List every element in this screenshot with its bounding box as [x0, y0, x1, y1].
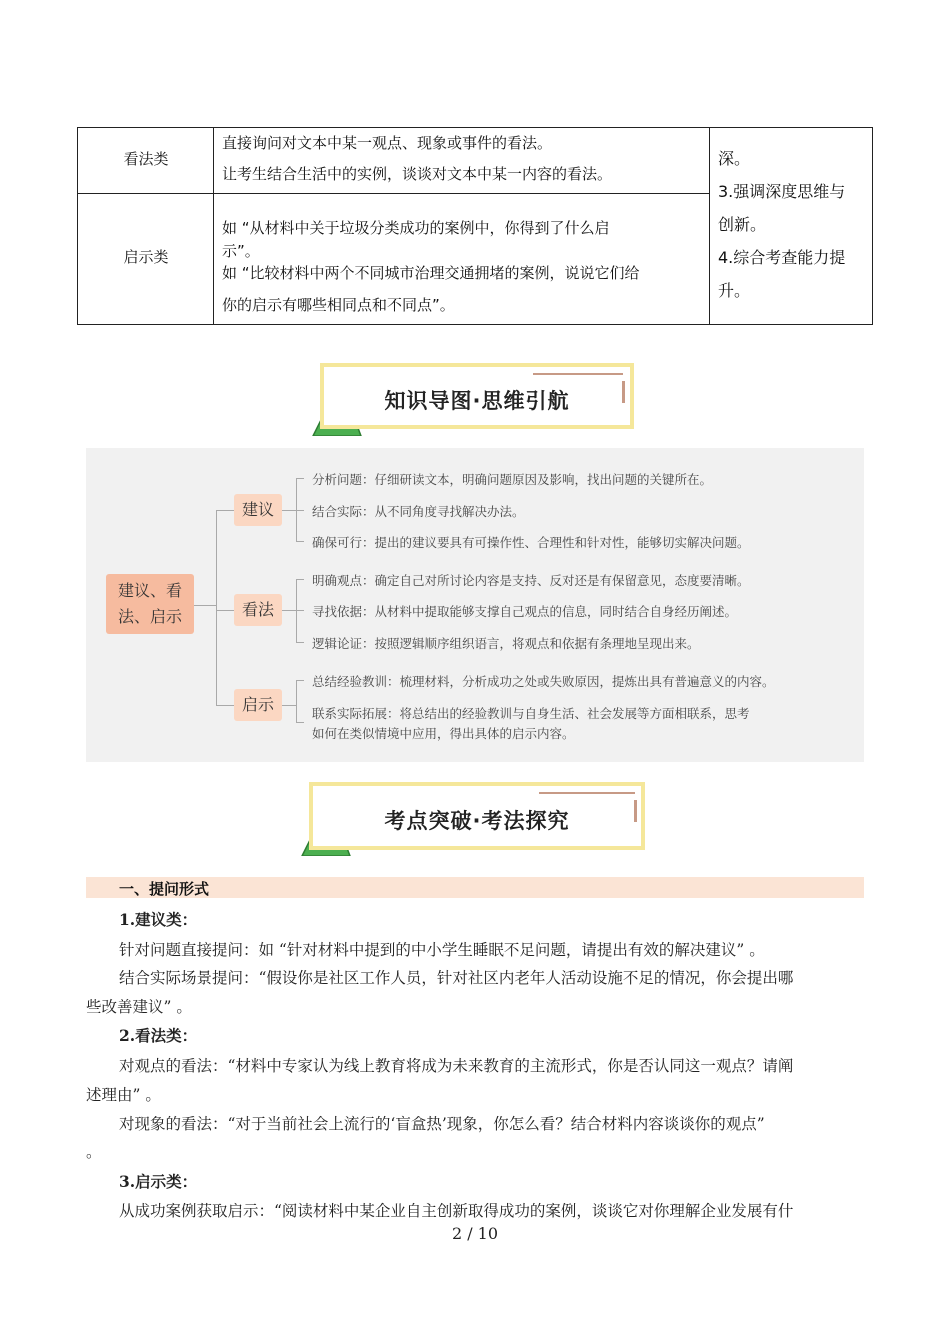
table-right-line: 深。	[718, 149, 751, 168]
mindmap-root: 建议、看 法、启示	[106, 574, 194, 634]
paragraph-line: 对观点的看法：“材料中专家认为线上教育将成为未来教育的主流形式，你是否认同这一观点？请阐	[119, 1057, 794, 1075]
mindmap-leaf: 总结经验教训：梳理材料，分析成功之处或失败原因，提炼出具有普遍意义的内容。	[312, 674, 775, 689]
table-category-opinion: 看法类	[123, 150, 169, 168]
paragraph-line: 针对问题直接提问：如 “针对材料中提到的中小学生睡眠不足问题，请提出有效的解决建议” 。	[119, 941, 765, 959]
mindmap-branch-opinion: 看法	[234, 594, 282, 626]
table-right-line: 升。	[718, 281, 751, 300]
table-cell-line: 直接询问对文本中某一观点、现象或事件的看法。	[222, 134, 553, 152]
mindmap-leaf: 逻辑论证：按照逻辑顺序组织语言，将观点和依据有条理地呈现出来。	[312, 636, 700, 651]
page-number: 2 / 10	[451, 1224, 499, 1243]
table-cell-line: 示”。	[222, 242, 260, 260]
table-cell-line: 如 “从材料中关于垃圾分类成功的案例中，你得到了什么启	[222, 219, 610, 237]
paragraph-line: 些改善建议” 。	[86, 998, 192, 1016]
table-divider	[709, 128, 710, 324]
mind-map	[86, 448, 864, 762]
mindmap-leaf: 明确观点：确定自己对所讨论内容是支持、反对还是有保留意见，态度要清晰。	[312, 573, 750, 588]
paragraph-line: 对现象的看法：“对于当前社会上流行的‘盲盒热’现象，你怎么看？结合材料内容谈谈你的观点”	[119, 1115, 765, 1133]
table-right-line: 3.强调深度思维与	[718, 182, 846, 201]
section-banner-mindmap	[320, 363, 634, 429]
paragraph-line: 。	[86, 1143, 102, 1161]
table-cell-line: 让考生结合生活中的实例，谈谈对文本中某一内容的看法。	[222, 165, 613, 183]
mindmap-leaf: 联系实际拓展：将总结出的经验教训与自身生活、社会发展等方面相联系，思考	[312, 706, 750, 721]
mindmap-branch-inspiration: 启示	[234, 689, 282, 721]
banner-title: 考点突破·考法探究	[384, 809, 570, 833]
subheading: 2.看法类：	[119, 1026, 198, 1045]
table-divider	[78, 193, 710, 194]
subheading: 1.建议类：	[119, 910, 198, 929]
subheading: 3.启示类：	[119, 1172, 198, 1191]
mindmap-leaf: 分析问题：仔细研读文本，明确问题原因及影响，找出问题的关键所在。	[312, 472, 713, 487]
paragraph-line: 述理由” 。	[86, 1086, 161, 1104]
table-right-line: 创新。	[718, 215, 767, 234]
criteria-table	[77, 127, 873, 325]
paragraph-line: 结合实际场景提问：“假设你是社区工作人员，针对社区内老年人活动设施不足的情况，你会提出哪	[119, 969, 794, 987]
paragraph-line: 从成功案例获取启示：“阅读材料中某企业自主创新取得成功的案例，谈谈它对你理解企业发展有什	[119, 1202, 794, 1220]
table-category-inspiration: 启示类	[123, 248, 169, 266]
table-right-line: 4.综合考查能力提	[718, 248, 846, 267]
section-banner-exam	[309, 782, 645, 850]
table-cell-line: 你的启示有哪些相同点和不同点”。	[222, 296, 455, 314]
mindmap-branch-suggestion: 建议	[234, 494, 282, 526]
mindmap-leaf: 如何在类似情境中应用，得出具体的启示内容。	[312, 726, 575, 741]
section-heading-bar	[86, 877, 864, 898]
section-heading: 一、提问形式	[119, 880, 210, 898]
banner-title: 知识导图·思维引航	[384, 389, 570, 413]
table-cell-line: 如 “比较材料中两个不同城市治理交通拥堵的案例，说说它们给	[222, 264, 640, 282]
mindmap-leaf: 确保可行：提出的建议要具有可操作性、合理性和针对性，能够切实解决问题。	[312, 535, 750, 550]
mindmap-leaf: 寻找依据：从材料中提取能够支撑自己观点的信息，同时结合自身经历阐述。	[312, 604, 738, 619]
mindmap-leaf: 结合实际：从不同角度寻找解决办法。	[312, 504, 525, 519]
